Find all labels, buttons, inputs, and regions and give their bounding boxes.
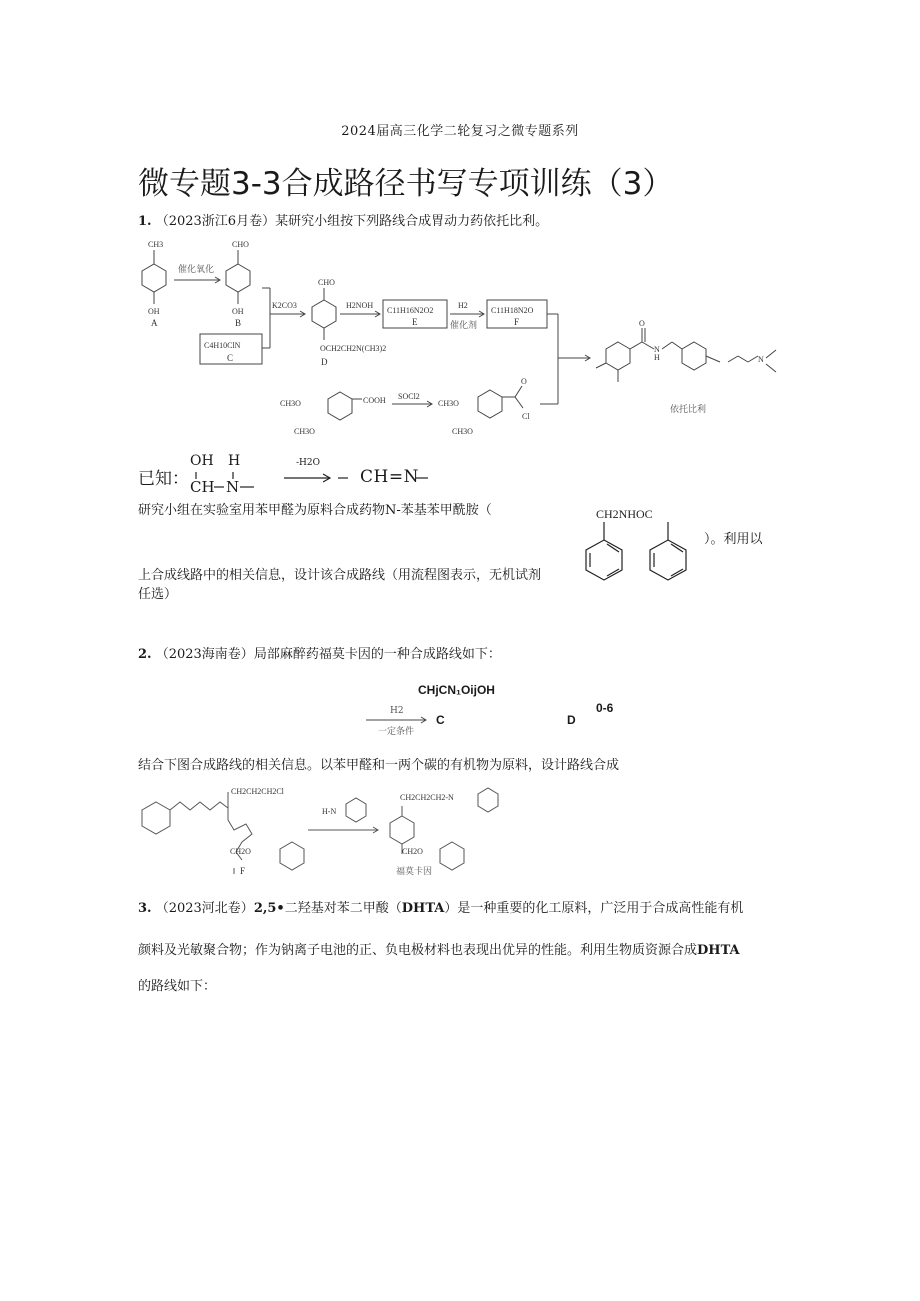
q2-arrow-top: H2: [390, 706, 404, 716]
known-n: N: [226, 478, 240, 496]
q2-product-name: 福莫卡因: [396, 867, 433, 877]
ring-product-left: [606, 342, 630, 370]
q2-d-note: 0-6: [596, 701, 614, 715]
q2-product-chain: CH2CH2CH2-N: [400, 793, 454, 802]
question-intro: 局部麻醉药福莫卡因的一种合成路线如下：: [253, 647, 501, 662]
label-a: A: [151, 318, 158, 328]
question-source: （2023海南卷）: [155, 647, 254, 662]
label-acid-ome1: CH3O: [280, 399, 301, 408]
question-number: 1.: [138, 214, 152, 229]
label-acid-cooh: COOH: [363, 396, 386, 405]
label-b-top: CHO: [232, 240, 249, 249]
q3-text-b: 二羟基对苯二甲酸（: [284, 901, 402, 916]
label-a-top: CH3: [148, 240, 164, 249]
ring-product-right: [682, 342, 706, 370]
label-acyl-cl: Cl: [522, 412, 530, 421]
label-acyl-ome1: CH3O: [438, 399, 459, 408]
question-number: 3.: [138, 901, 152, 916]
series-header: 2024届高三化学二轮复习之微专题系列: [341, 124, 579, 139]
label-b-bottom: OH: [232, 307, 244, 316]
known-h: H: [228, 453, 241, 469]
q2-compound-d: D: [567, 713, 576, 727]
label-k2co3: K2CO3: [272, 301, 297, 310]
label-product-h: H: [654, 353, 660, 362]
label-d: D: [321, 357, 328, 367]
label-catalyst: 催化剂: [450, 321, 478, 331]
label-product-n: N: [654, 345, 660, 354]
product-name: 依托比利: [670, 405, 707, 415]
label-acid-ome2: CH3O: [294, 427, 315, 436]
q2-task: 结合下图合成路线的相关信息。以苯甲醛和一两个碳的有机物为原料，设计路线合成: [138, 758, 620, 773]
ring-d: [312, 300, 336, 328]
page-title: 微专题3-3合成路径书写专项训练（3）: [138, 166, 674, 202]
label-product-o: O: [639, 319, 645, 328]
q2-f-label: F: [240, 866, 246, 876]
ring-benzyl: [586, 540, 622, 580]
ring-product-phenoxy: [440, 842, 464, 870]
label-d-sub: OCH2CH2N(CH3)2: [320, 344, 387, 353]
ring-b: [226, 264, 250, 292]
label-socl2: SOCl2: [398, 392, 420, 401]
q2-reagent-formula: CHjCN₁OijOH: [418, 683, 495, 697]
ring-morpholine-reagent: [346, 798, 366, 822]
q1-task-line1: 研究小组在实验室用苯甲醛为原料合成药物N-苯基苯甲酰胺（: [138, 503, 492, 518]
label-acyl-ome2: CH3O: [452, 427, 473, 436]
question-3-line3: 的路线如下：: [138, 979, 217, 994]
label-e-box: C11H16N2O2: [387, 306, 434, 315]
label-d-top: CHO: [318, 278, 335, 287]
label-product-n2: N: [758, 355, 764, 364]
label-f-box: C11H18N2O: [491, 306, 534, 315]
q1-task-line3: 任选）: [138, 587, 178, 602]
label-c: C: [227, 353, 234, 363]
ring-f-phenyl: [142, 802, 170, 834]
question-2-heading: [138, 645, 501, 665]
q3-text-d: 颜料及光敏聚合物；作为钠离子电池的正、负电极材料也表现出优异的性能。利用生物质资源合成: [138, 943, 698, 958]
known-label: 已知：: [138, 469, 189, 489]
ring-a: [142, 264, 166, 292]
ring-f-phenoxy: [280, 842, 304, 870]
q3-text-c: ）是一种重要的化工原料，广泛用于合成高性能有机: [444, 901, 744, 916]
question-intro: 某研究小组按下列路线合成胃动力药依托比利。: [275, 214, 549, 229]
known-ch: CH: [190, 478, 215, 496]
synthesis-scheme-q2: [134, 780, 534, 880]
known-product: CH=N: [360, 467, 419, 487]
q3-dhta: DHTA: [401, 901, 445, 916]
known-reaction: [138, 453, 438, 502]
ring-acid: [328, 392, 352, 420]
known-condition: -H2O: [296, 458, 320, 468]
label-h2: H2: [458, 301, 468, 310]
question-number: 2.: [138, 647, 152, 662]
ring-product-phenyl: [390, 816, 414, 844]
question-source: （2023河北卷）: [155, 901, 254, 916]
amide-structure: [572, 496, 702, 596]
label-step1: 催化氧化: [178, 265, 215, 275]
q2-f-chain: CH2CH2CH2Cl: [231, 787, 284, 796]
ring-acyl: [478, 390, 502, 418]
label-a-bottom: OH: [148, 307, 160, 316]
q3-text-a: 2,5•: [253, 901, 285, 916]
q2-reagent-hn: H-N: [322, 807, 337, 816]
label-e: E: [412, 317, 418, 327]
question-1-heading: [138, 212, 548, 232]
question-3-line1: [138, 899, 743, 919]
q2-f-sub: CH2O: [230, 847, 251, 856]
question-source: （2023浙江6月卷）: [155, 214, 276, 229]
q2-compound-c: C: [436, 713, 445, 727]
question-3-line2: [138, 941, 740, 961]
label-acyl-o: O: [521, 377, 527, 386]
q3-dhta-2: DHTA: [697, 943, 740, 958]
label-b: B: [235, 318, 242, 328]
label-f: F: [514, 317, 520, 327]
known-oh: OH: [190, 453, 214, 469]
amide-label: CH2NHOC: [596, 507, 653, 521]
q1-task-line2: 上合成线路中的相关信息，设计该合成路线（用流程图表示，无机试剂: [138, 568, 542, 583]
q2-arrow-bottom: 一定条件: [378, 727, 415, 737]
ring-morpholine-product: [478, 788, 498, 812]
synthesis-scheme-q1: [130, 236, 790, 448]
ring-benzoyl: [650, 540, 686, 580]
q2-product-sub: CH2O: [402, 847, 423, 856]
label-nh2oh: H2NOH: [346, 301, 374, 310]
label-c-box: C4H10ClN: [204, 341, 241, 350]
q1-task-line1-end: ）。利用以: [704, 532, 763, 547]
